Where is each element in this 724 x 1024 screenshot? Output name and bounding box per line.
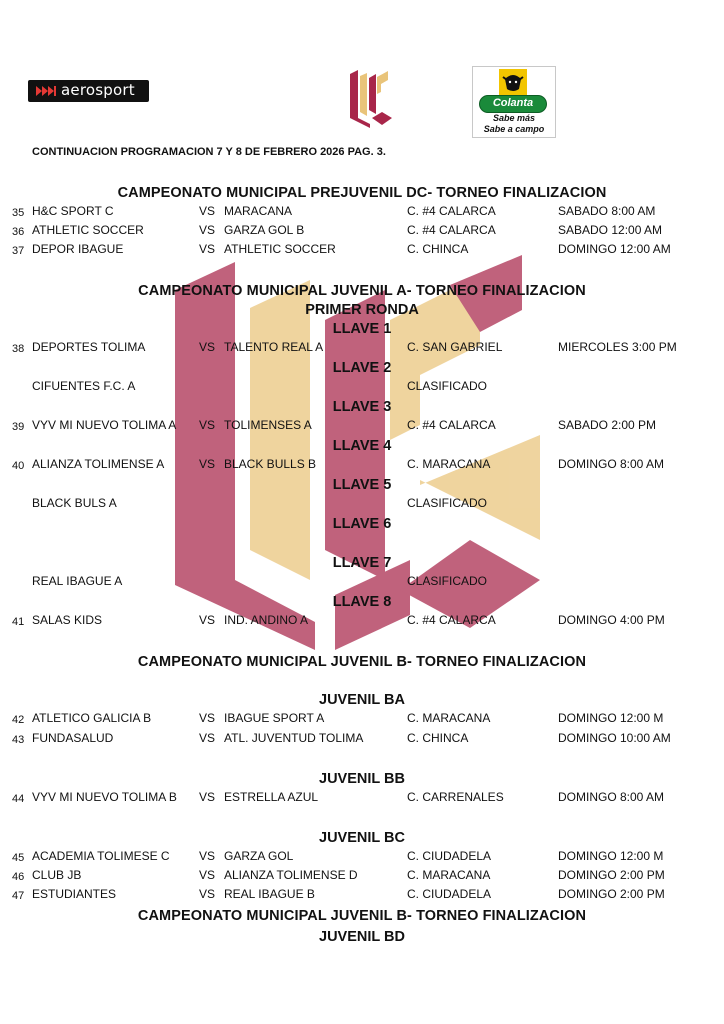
- match-number: 42: [12, 714, 25, 726]
- away-team: ESTRELLA AZUL: [224, 790, 319, 804]
- vs-label: VS: [199, 868, 216, 882]
- qualified-status: CLASIFICADO: [407, 574, 488, 588]
- group-title-ba: JUVENIL BA: [319, 692, 405, 708]
- match-time: DOMINGO 2:00 PM: [558, 887, 665, 901]
- section-title-juvenil-a: CAMPEONATO MUNICIPAL JUVENIL A- TORNEO FINALIZACION: [138, 283, 586, 299]
- venue: C. #4 CALARCA: [407, 418, 496, 432]
- venue: C. MARACANA: [407, 457, 491, 471]
- match-number: 41: [12, 616, 25, 628]
- away-team: IBAGUE SPORT A: [224, 711, 325, 725]
- lfc-crest-icon: [348, 68, 394, 130]
- qualified-row: [0, 379, 724, 395]
- home-team: SALAS KIDS: [32, 613, 103, 627]
- match-time: DOMINGO 12:00 M: [558, 849, 664, 863]
- away-team: ATL. JUVENTUD TOLIMA: [224, 731, 364, 745]
- match-row: [0, 457, 724, 473]
- match-number: 40: [12, 460, 25, 472]
- away-team: ALIANZA TOLIMENSE D: [224, 868, 358, 882]
- vs-label: VS: [199, 223, 216, 237]
- venue: C. CHINCA: [407, 731, 469, 745]
- section-title-prejuvenil: CAMPEONATO MUNICIPAL PREJUVENIL DC- TORNEO FINALIZACION: [117, 185, 607, 201]
- match-time: DOMINGO 8:00 AM: [558, 457, 665, 471]
- home-team: ACADEMIA TOLIMESE C: [32, 849, 170, 863]
- aerosport-wordmark: aerosport: [61, 81, 135, 99]
- match-row: [0, 223, 724, 239]
- match-row: [0, 711, 724, 727]
- match-row: [0, 731, 724, 747]
- away-team: REAL IBAGUE B: [224, 887, 315, 901]
- match-row: [0, 868, 724, 884]
- home-team: ATHLETIC SOCCER: [32, 223, 144, 237]
- match-time: SABADO 12:00 AM: [558, 223, 663, 237]
- home-team: VYV MI NUEVO TOLIMA B: [32, 790, 177, 804]
- llave-2-title: LLAVE 2: [332, 360, 392, 376]
- away-team: IND. ANDINO A: [224, 613, 309, 627]
- venue: C. CIUDADELA: [407, 849, 492, 863]
- vs-label: VS: [199, 711, 216, 725]
- match-number: 39: [12, 421, 25, 433]
- home-team: ATLETICO GALICIA B: [32, 711, 152, 725]
- match-row: [0, 340, 724, 356]
- match-number: 43: [12, 734, 25, 746]
- venue: C. CIUDADELA: [407, 887, 492, 901]
- qualified-row: [0, 496, 724, 512]
- match-row: [0, 613, 724, 629]
- vs-label: VS: [199, 613, 216, 627]
- match-time: SABADO 8:00 AM: [558, 204, 656, 218]
- vs-label: VS: [199, 204, 216, 218]
- vs-label: VS: [199, 790, 216, 804]
- match-time: DOMINGO 2:00 PM: [558, 868, 665, 882]
- match-row: [0, 887, 724, 903]
- match-number: 36: [12, 226, 25, 238]
- qualified-team: CIFUENTES F.C. A: [32, 379, 136, 393]
- fast-forward-icon: [36, 86, 58, 96]
- away-team: GARZA GOL B: [224, 223, 305, 237]
- qualified-row: [0, 574, 724, 590]
- away-team: GARZA GOL: [224, 849, 294, 863]
- qualified-team: REAL IBAGUE A: [32, 574, 123, 588]
- match-row: [0, 849, 724, 865]
- away-team: TALENTO REAL A: [224, 340, 324, 354]
- match-number: 35: [12, 207, 25, 219]
- match-number: 37: [12, 245, 25, 257]
- colanta-logo: [472, 66, 556, 138]
- match-time: SABADO 2:00 PM: [558, 418, 657, 432]
- llave-5-title: LLAVE 5: [332, 477, 392, 493]
- group-title-bb: JUVENIL BB: [319, 771, 405, 787]
- match-time: DOMINGO 12:00 AM: [558, 242, 671, 256]
- home-team: ALIANZA TOLIMENSE A: [32, 457, 165, 471]
- match-row: [0, 790, 724, 806]
- venue: C. CARRENALES: [407, 790, 504, 804]
- cow-icon: [499, 69, 527, 95]
- group-title-bd: JUVENIL BD: [319, 929, 405, 945]
- home-team: CLUB JB: [32, 868, 82, 882]
- venue: C. #4 CALARCA: [407, 613, 496, 627]
- home-team: H&C SPORT C: [32, 204, 114, 218]
- qualified-team: BLACK BULS A: [32, 496, 117, 510]
- colanta-slogan-2: Sabe a campo: [483, 124, 545, 134]
- match-row: [0, 418, 724, 434]
- group-title-bc: JUVENIL BC: [319, 830, 405, 846]
- venue: C. SAN GABRIEL: [407, 340, 503, 354]
- match-number: 47: [12, 890, 25, 902]
- vs-label: VS: [199, 849, 216, 863]
- away-team: TOLIMENSES A: [224, 418, 312, 432]
- match-number: 38: [12, 343, 25, 355]
- section-title-juvenil-b-2: CAMPEONATO MUNICIPAL JUVENIL B- TORNEO FINALIZACION: [137, 908, 587, 924]
- vs-label: VS: [199, 340, 216, 354]
- away-team: ATHLETIC SOCCER: [224, 242, 336, 256]
- match-time: DOMINGO 4:00 PM: [558, 613, 665, 627]
- away-team: MARACANA: [224, 204, 293, 218]
- llave-4-title: LLAVE 4: [332, 438, 392, 454]
- section-title-juvenil-b: CAMPEONATO MUNICIPAL JUVENIL B- TORNEO FINALIZACION: [137, 654, 587, 670]
- qualified-status: CLASIFICADO: [407, 496, 488, 510]
- home-team: VYV MI NUEVO TOLIMA A: [32, 418, 177, 432]
- match-time: MIERCOLES 3:00 PM: [558, 340, 677, 354]
- colanta-wordmark: Colanta: [479, 95, 547, 113]
- aerosport-logo: [28, 80, 149, 102]
- vs-label: VS: [199, 242, 216, 256]
- llave-3-title: LLAVE 3: [332, 399, 392, 415]
- match-row: [0, 242, 724, 258]
- llave-8-title: LLAVE 8: [332, 594, 392, 610]
- venue: C. MARACANA: [407, 868, 491, 882]
- home-team: FUNDASALUD: [32, 731, 114, 745]
- match-time: DOMINGO 10:00 AM: [558, 731, 671, 745]
- llave-6-title: LLAVE 6: [332, 516, 392, 532]
- home-team: DEPORTES TOLIMA: [32, 340, 146, 354]
- home-team: ESTUDIANTES: [32, 887, 117, 901]
- llave-7-title: LLAVE 7: [332, 555, 392, 571]
- away-team: BLACK BULLS B: [224, 457, 317, 471]
- llave-1-title: LLAVE 1: [332, 321, 392, 337]
- round-title: PRIMER RONDA: [305, 302, 419, 318]
- match-number: 44: [12, 793, 25, 805]
- home-team: DEPOR IBAGUE: [32, 242, 124, 256]
- qualified-status: CLASIFICADO: [407, 379, 488, 393]
- venue: C. #4 CALARCA: [407, 204, 496, 218]
- vs-label: VS: [199, 731, 216, 745]
- vs-label: VS: [199, 887, 216, 901]
- match-row: [0, 204, 724, 220]
- venue: C. #4 CALARCA: [407, 223, 496, 237]
- vs-label: VS: [199, 457, 216, 471]
- match-time: DOMINGO 12:00 M: [558, 711, 664, 725]
- venue: C. MARACANA: [407, 711, 491, 725]
- match-time: DOMINGO 8:00 AM: [558, 790, 665, 804]
- match-number: 46: [12, 871, 25, 883]
- venue: C. CHINCA: [407, 242, 469, 256]
- colanta-slogan-1: Sabe más: [492, 113, 536, 123]
- vs-label: VS: [199, 418, 216, 432]
- page-subtitle: CONTINUACION PROGRAMACION 7 Y 8 DE FEBRERO 2026 PAG. 3.: [32, 146, 386, 158]
- match-number: 45: [12, 852, 25, 864]
